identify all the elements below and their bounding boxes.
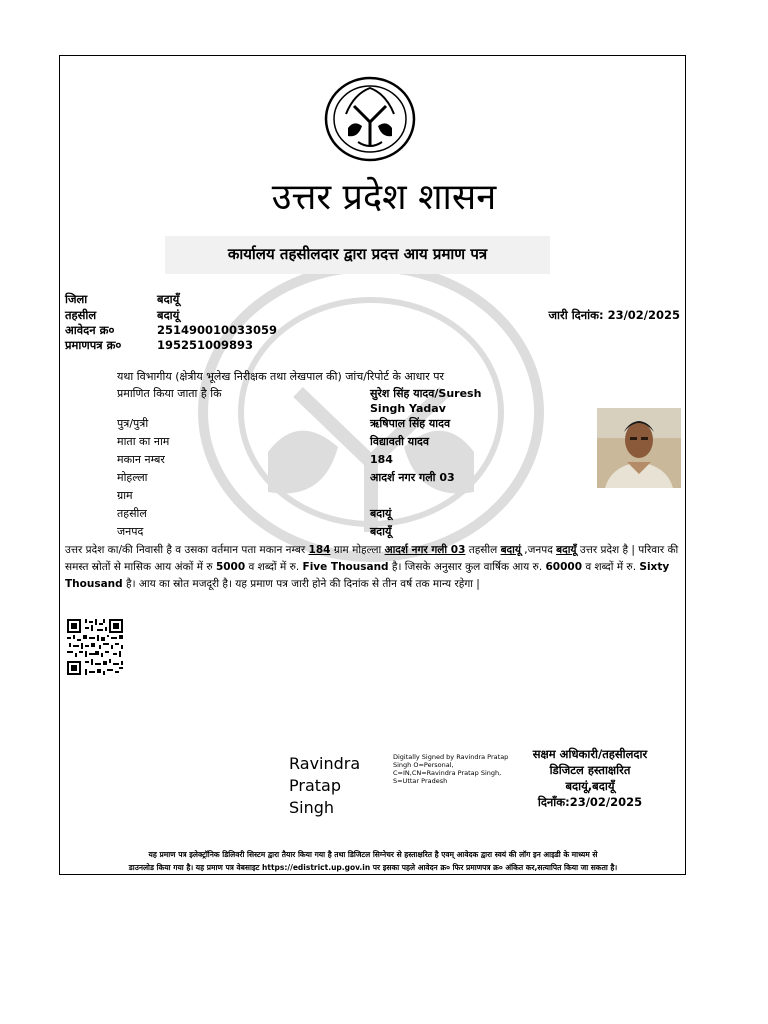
paragraph-text-3: मोहल्ला — [352, 544, 385, 556]
mother-name: विद्यावती यादव — [370, 435, 429, 448]
signer-name-line-2: Pratap — [289, 776, 341, 795]
tehsil-row-label: तहसील — [117, 507, 147, 520]
certificate-sub-title: कार्यालय तहसीलदार द्वारा प्रदत्त आय प्रमाण पत्र — [227, 245, 488, 263]
signer-name-line-1: Ravindra — [289, 754, 361, 773]
district-value: बदायूँ — [157, 292, 180, 306]
paragraph-tehsil: बदायूं — [500, 544, 521, 556]
paragraph-house: 184 — [308, 544, 331, 556]
father-name: ऋषिपाल सिंह यादव — [370, 417, 451, 430]
tehsil-label: तहसील — [65, 308, 97, 322]
intro-text: यथा विभागीय (क्षेत्रीय भूलेख निरीक्षक तथा लेखपाल की) जांच/रिपोर्ट के आधार पर — [117, 370, 444, 383]
annual-income-number: 60000 — [545, 561, 583, 573]
janpad-value: बदायूँ — [370, 525, 392, 538]
person-photo-icon — [597, 408, 681, 488]
certificate-number-value: 195251009893 — [157, 338, 254, 352]
son-of-label: पुत्र/पुत्री — [117, 417, 149, 430]
house-number: 184 — [370, 453, 393, 466]
locality-value: आदर्श नगर गली 03 — [370, 471, 455, 484]
tehsil-row-value: बदायूं — [370, 507, 392, 520]
footer-note — [64, 848, 682, 874]
annual-income-words: Sixty Thousand — [65, 561, 670, 590]
janpad-label: जनपद — [117, 525, 144, 538]
certify-label: प्रमाणित किया जाता है कि — [117, 387, 222, 400]
certificate-paragraph — [65, 542, 680, 593]
government-title: उत्तर प्रदेश शासन — [271, 177, 497, 218]
authority-block — [500, 746, 680, 810]
house-label: मकान नम्बर — [117, 453, 165, 466]
paragraph-janpad: बदायूँ — [556, 544, 577, 556]
paragraph-text-8: है। जिसके अनुसार कुल वार्षिक आय रु. — [388, 561, 546, 573]
footer-line-1: यह प्रमाण पत्र इलेक्ट्रॉनिक डिलिवरी सिस्टम द्वारा तैयार किया गया है तथा डिजिटल सिग्नेचर से हस्ताक्षरित है एवम् आवेदक द्वारा स्वयं की लॉग इन आइडी के माध्यम से — [148, 850, 598, 859]
authority-digital-signed: डिजिटल हस्ताक्षरित — [549, 763, 631, 777]
application-number-value: 251490010033059 — [157, 323, 278, 337]
authority-date: दिनाँक:23/02/2025 — [537, 795, 643, 809]
applicant-photo — [597, 408, 681, 488]
up-emblem-icon — [324, 76, 416, 162]
mother-label: माता का नाम — [117, 435, 170, 448]
issue-date: जारी दिनांक: 23/02/2025 — [548, 308, 680, 322]
tehsil-value: बदायूं — [157, 308, 180, 322]
district-label: जिला — [65, 292, 88, 306]
paragraph-text-5: ,जनपद — [520, 544, 557, 556]
monthly-income-words: Five Thousand — [302, 561, 389, 573]
authority-title: सक्षम अधिकारी/तहसीलदार — [532, 747, 648, 761]
paragraph-text-2: ग्राम — [330, 544, 353, 556]
certificate-number-label: प्रमाणपत्र क्र० — [65, 338, 122, 352]
paragraph-text-7: व शब्दों में रु. — [245, 561, 303, 573]
application-number-label: आवेदन क्र० — [65, 323, 115, 337]
authority-place: बदायूं,बदायूँ — [565, 779, 615, 793]
signer-name-line-3: Singh — [289, 798, 335, 817]
paragraph-text-6: उत्तर प्रदेश है | परिवार की समस्त स्रोतों से मासिक आय अंकों में रु — [65, 544, 679, 573]
signer-name — [289, 753, 389, 819]
village-label: ग्राम — [117, 489, 133, 502]
footer-line-2: डाउनलोड किया गया है। यह प्रमाण पत्र वेबसाइट https://edistrict.up.gov.in पर इसका पहले आवेदन क्र० फिर प्रमाणपत्र क्र० अंकित कर,सत्यापित किया जा सकता है। — [128, 863, 618, 872]
monthly-income-number: 5000 — [215, 561, 246, 573]
qr-code-icon — [67, 619, 123, 675]
paragraph-locality: आदर्श नगर गली 03 — [384, 544, 466, 556]
paragraph-text-9: व शब्दों में रु. — [582, 561, 640, 573]
applicant-name: सुरेश सिंह यादव/Suresh Singh Yadav — [370, 387, 482, 415]
locality-label: मोहल्ला — [117, 471, 148, 484]
paragraph-text-10: है। आय का स्रोत मजदूरी है। यह प्रमाण पत्र जारी होने की दिनांक से तीन वर्ष तक मान्य रहेगा | — [122, 578, 480, 590]
digital-signature-details: Digitally Signed by Ravindra Pratap Singh O=Personal, C=IN,CN=Ravindra Pratap Singh, S=Uttar Pradesh — [393, 753, 509, 785]
paragraph-text-4: तहसील — [465, 544, 501, 556]
paragraph-text-1: उत्तर प्रदेश का/की निवासी है व उसका वर्तमान पता मकान नम्बर — [65, 544, 309, 556]
